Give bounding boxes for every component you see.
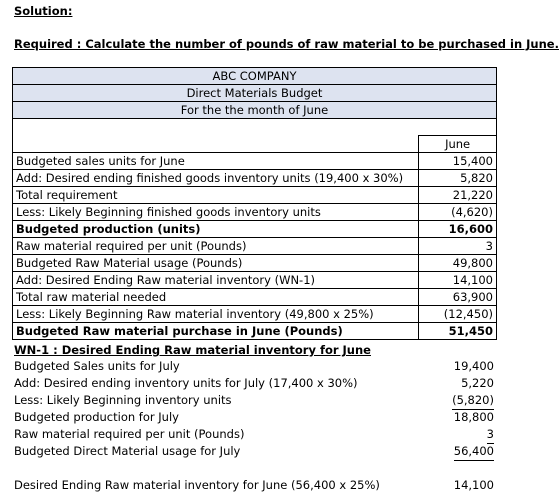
- row-value: 51,450: [419, 323, 497, 340]
- wn1-row: [14, 409, 497, 426]
- wn1-row-value: 3: [487, 426, 494, 444]
- budget-title: Direct Materials Budget: [13, 85, 497, 102]
- row-label: Total raw material needed: [13, 289, 419, 306]
- wn1-row-value: 5,220: [461, 376, 494, 390]
- wn1-row-value: (5,820): [452, 392, 494, 410]
- row-value: 16,600: [419, 221, 497, 238]
- wn1-row-label: Budgeted Direct Material usage for July: [14, 444, 241, 458]
- wn1-row: [14, 443, 497, 460]
- wn1-row-label: Less: Likely Beginning inventory units: [14, 393, 232, 407]
- company-name: ABC COMPANY: [13, 68, 497, 85]
- row-label: Less: Likely Beginning finished goods inventory units: [13, 204, 419, 221]
- column-header-blank: [13, 136, 419, 153]
- wn1-row-label: Budgeted Sales units for July: [14, 359, 180, 373]
- column-header-june: June: [419, 136, 497, 153]
- row-value: 14,100: [419, 272, 497, 289]
- wn1-row: [14, 375, 497, 392]
- wn1-row-value: 56,400: [454, 443, 494, 461]
- required-statement: Required : Calculate the number of pounds of raw material to be purchased in June.: [14, 37, 559, 51]
- wn1-final-label: Desired Ending Raw material inventory for June (56,400 x 25%): [14, 478, 380, 492]
- wn1-row: [14, 426, 497, 443]
- row-value: (12,450): [419, 306, 497, 323]
- spacer-row: [13, 119, 497, 136]
- direct-materials-budget-table: [12, 67, 497, 340]
- row-label: Budgeted sales units for June: [13, 153, 419, 170]
- budget-period: For the the month of June: [13, 102, 497, 119]
- row-label: Budgeted production (units): [13, 221, 419, 238]
- row-value: 3: [419, 238, 497, 255]
- wn1-row-label: Raw material required per unit (Pounds): [14, 427, 245, 441]
- row-label: Less: Likely Beginning Raw material inventory (49,800 x 25%): [13, 306, 419, 323]
- wn1-row-label: Add: Desired ending inventory units for July (17,400 x 30%): [14, 376, 358, 390]
- row-value: 5,820: [419, 170, 497, 187]
- row-value: 15,400: [419, 153, 497, 170]
- row-value: 49,800: [419, 255, 497, 272]
- row-label: Add: Desired ending finished goods inventory units (19,400 x 30%): [13, 170, 419, 187]
- row-value: 21,220: [419, 187, 497, 204]
- wn1-row-value: 18,800: [453, 410, 494, 424]
- wn1-final-value: 14,100: [453, 478, 494, 492]
- wn1-row-value: 19,400: [453, 359, 494, 373]
- wn1-row: [14, 358, 497, 375]
- solution-heading: Solution:: [14, 4, 73, 18]
- row-label: Raw material required per unit (Pounds): [13, 238, 419, 255]
- row-label: Total requirement: [13, 187, 419, 204]
- row-value: 63,900: [419, 289, 497, 306]
- row-value: (4,620): [419, 204, 497, 221]
- wn1-final-row: [14, 477, 497, 494]
- row-label: Add: Desired Ending Raw material inventory (WN-1): [13, 272, 419, 289]
- row-label: Budgeted Raw material purchase in June (Pounds): [13, 323, 419, 340]
- wn1-row: [14, 392, 497, 409]
- row-label: Budgeted Raw Material usage (Pounds): [13, 255, 419, 272]
- wn1-title: WN-1 : Desired Ending Raw material inventory for June: [14, 343, 371, 357]
- wn1-row-label: Budgeted production for July: [14, 410, 179, 424]
